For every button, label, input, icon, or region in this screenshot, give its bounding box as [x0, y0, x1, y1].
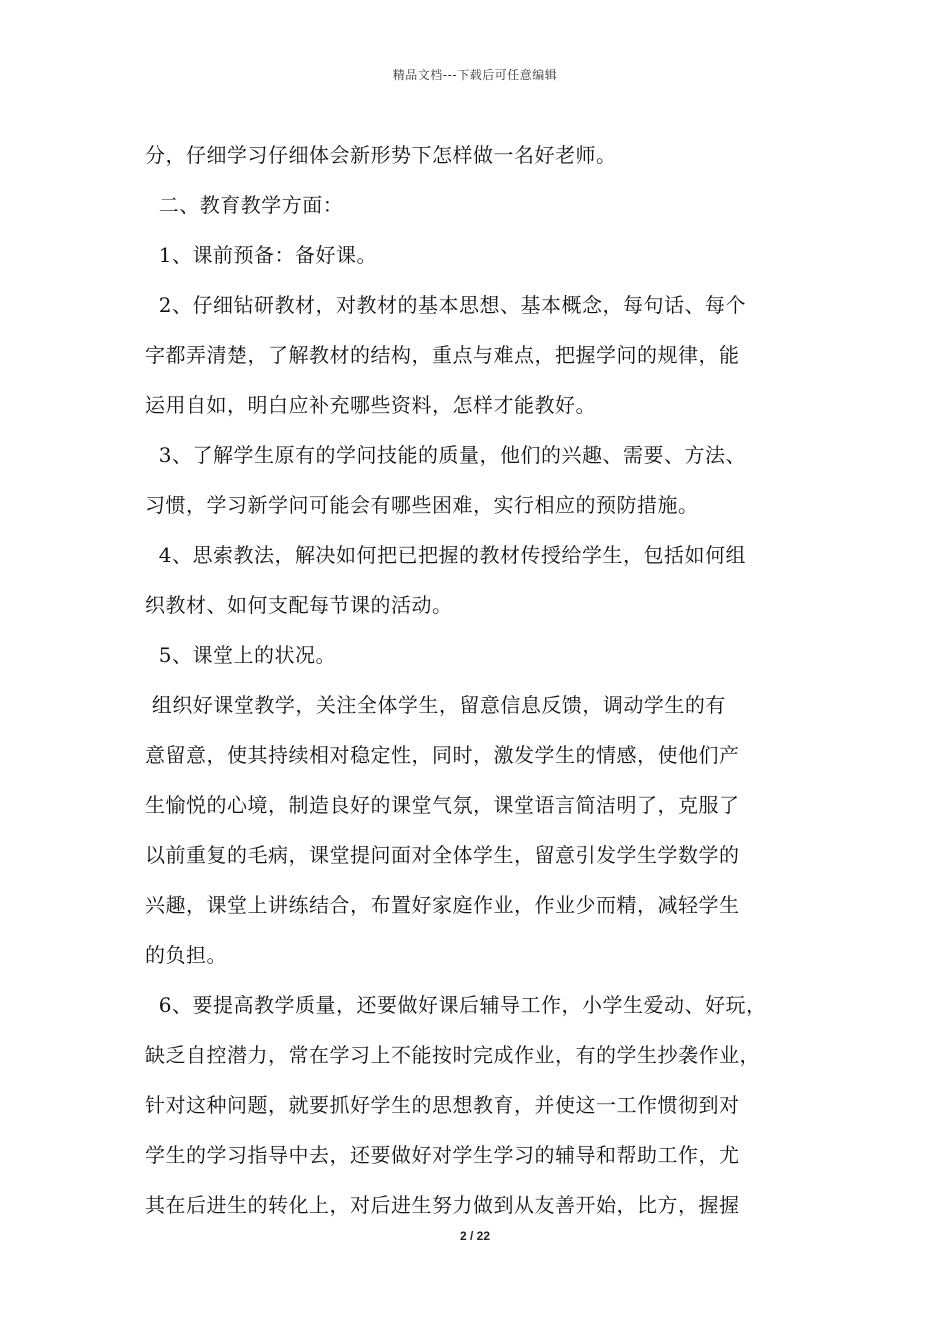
page-header: 精品文档---下载后可任意编辑 [392, 68, 558, 82]
text-line: 5、课堂上的状况。 [145, 643, 336, 667]
text-line: 组织好课堂教学，关注全体学生，留意信息反馈，调动学生的有 [145, 693, 726, 717]
text-line: 运用自如，明白应补充哪些资料，怎样才能教好。 [145, 393, 596, 417]
text-line: 2、仔细钻研教材，对教材的基本思想、基本概念，每句话、每个 [145, 293, 746, 317]
text-line: 织教材、如何支配每节课的活动。 [145, 593, 453, 617]
text-line: 二、教育教学方面： [145, 193, 344, 217]
text-line: 字都弄清楚，了解教材的结构，重点与难点，把握学问的规律，能 [145, 343, 740, 367]
text-line: 针对这种问题，就要抓好学生的思想教育，并使这一工作惯彻到对 [145, 1093, 740, 1117]
text-line: 4、思索教法，解决如何把已把握的教材传授给学生，包括如何组 [145, 543, 746, 567]
text-line: 缺乏自控潜力，常在学习上不能按时完成作业，有的学生抄袭作业， [145, 1043, 760, 1067]
text-line: 分，仔细学习仔细体会新形势下怎样做一名好老师。 [145, 143, 617, 167]
document-body [145, 130, 825, 1230]
text-line: 的负担。 [145, 943, 227, 967]
text-line: 其在后进生的转化上，对后进生努力做到从友善开始，比方，握握 [145, 1193, 740, 1217]
text-line: 6、要提高教学质量，还要做好课后辅导工作，小学生爱动、好玩， [145, 993, 767, 1017]
text-line: 学生的学习指导中去，还要做好对学生学习的辅导和帮助工作，尤 [145, 1143, 740, 1167]
page-number: 2 / 22 [459, 1229, 491, 1243]
text-line: 意留意，使其持续相对稳定性，同时，激发学生的情感，使他们产 [145, 743, 740, 767]
text-line: 3、了解学生原有的学问技能的质量，他们的兴趣、需要、方法、 [145, 443, 746, 467]
text-line: 1、课前预备：备好课。 [145, 243, 377, 267]
text-line: 以前重复的毛病，课堂提问面对全体学生，留意引发学生学数学的 [145, 843, 740, 867]
text-line: 兴趣，课堂上讲练结合，布置好家庭作业，作业少而精，减轻学生 [145, 893, 740, 917]
text-line: 习惯，学习新学问可能会有哪些困难，实行相应的预防措施。 [145, 493, 699, 517]
text-line: 生愉悦的心境，制造良好的课堂气氛，课堂语言简洁明了，克服了 [145, 793, 740, 817]
